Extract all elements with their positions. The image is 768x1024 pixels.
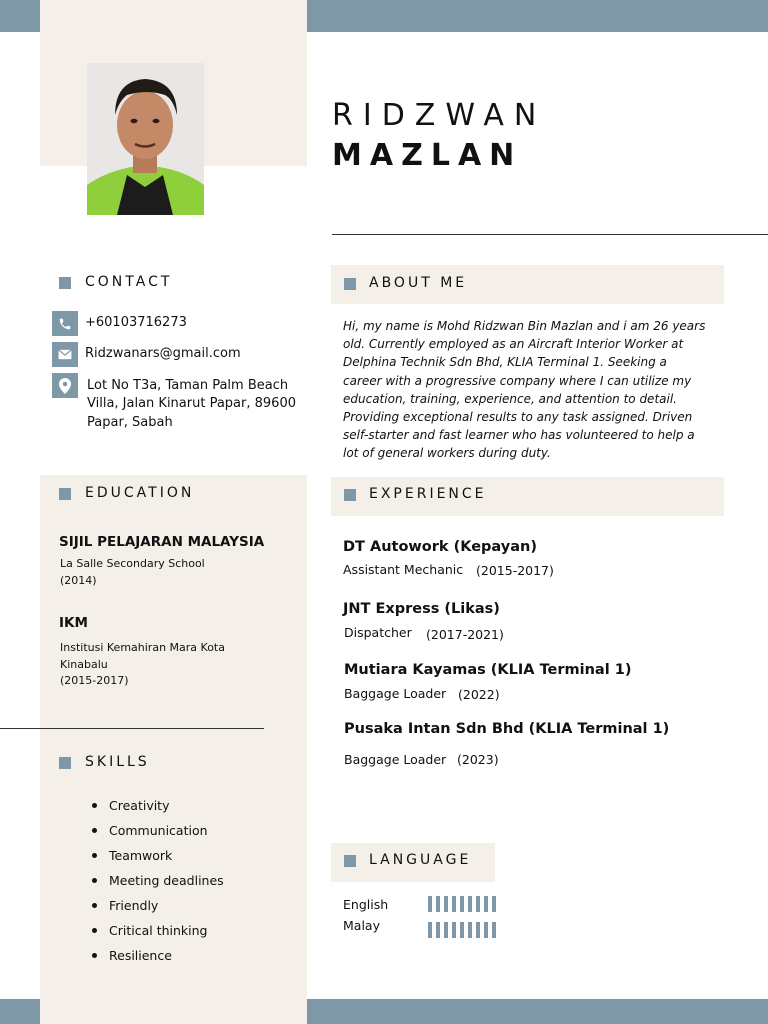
- education-year: (2015-2017): [60, 674, 129, 687]
- education-title: SIJIL PELAJARAN MALAYSIA: [59, 534, 265, 550]
- experience-role: Baggage Loader: [344, 752, 447, 767]
- education-divider: [0, 728, 264, 729]
- language-heading: LANGUAGE: [369, 852, 472, 868]
- language-level-meter: [428, 922, 496, 938]
- about-heading: ABOUT ME: [369, 275, 468, 291]
- language-level-bar: [444, 922, 448, 938]
- experience-company: Pusaka Intan Sdn Bhd (KLIA Terminal 1): [344, 721, 670, 737]
- about-line: Hi, my name is Mohd Ridzwan Bin Mazlan and i am 26 years: [343, 319, 706, 333]
- skill-item: Resilience: [91, 946, 224, 971]
- language-level-bar: [468, 896, 472, 912]
- phone-icon: [52, 311, 78, 336]
- language-name: English: [343, 897, 389, 912]
- skill-item: Communication: [91, 821, 224, 846]
- address-line: Lot No T3a, Taman Palm Beach: [87, 378, 289, 393]
- about-line: self-starter and fast learner who has volunteered to help a: [343, 428, 695, 443]
- language-level-bar: [468, 922, 472, 938]
- experience-role: Dispatcher: [344, 625, 412, 640]
- about-line: education, training, experience, and attention to detail.: [343, 391, 677, 406]
- education-details: [60, 640, 225, 690]
- experience-period: (2015-2017): [476, 563, 554, 578]
- language-level-bar: [452, 896, 456, 912]
- education-title: IKM: [59, 615, 88, 631]
- language-level-bar: [436, 896, 440, 912]
- address-line: Papar, Sabah: [87, 414, 173, 430]
- language-level-bar: [476, 896, 480, 912]
- language-level-bar: [436, 922, 440, 938]
- language-level-bar: [460, 922, 464, 938]
- experience-period: (2017-2021): [426, 627, 504, 642]
- about-text: [343, 317, 723, 463]
- education-school: Institusi Kemahiran Mara Kota: [60, 641, 225, 654]
- skills-list: [91, 796, 224, 971]
- language-level-bar: [484, 922, 488, 938]
- mail-icon: [52, 342, 78, 367]
- experience-period: (2023): [457, 752, 499, 767]
- about-line: lot of general workers during duty.: [343, 446, 551, 461]
- language-level-meter: [428, 896, 496, 912]
- skill-item: Meeting deadlines: [91, 871, 224, 896]
- language-level-bar: [460, 896, 464, 912]
- experience-company: Mutiara Kayamas (KLIA Terminal 1): [344, 662, 632, 678]
- experience-role: Assistant Mechanic: [343, 562, 464, 577]
- language-level-bar: [428, 922, 432, 938]
- contact-marker: [59, 277, 71, 289]
- skill-item: Critical thinking: [91, 921, 224, 946]
- contact-address: [87, 377, 296, 432]
- language-level-bar: [444, 896, 448, 912]
- education-school: Kinabalu: [60, 657, 108, 671]
- education-details: [60, 556, 205, 589]
- experience-period: (2022): [458, 687, 500, 702]
- location-pin-icon: [52, 373, 78, 398]
- first-name: RIDZWAN: [332, 98, 547, 133]
- language-name: Malay: [343, 918, 380, 933]
- language-level-bar: [492, 896, 496, 912]
- experience-company: JNT Express (Likas): [343, 601, 500, 617]
- experience-role: Baggage Loader: [344, 686, 447, 701]
- experience-company: DT Autowork (Kepayan): [343, 539, 537, 555]
- about-marker: [344, 278, 356, 290]
- contact-phone[interactable]: +60103716273: [85, 315, 187, 330]
- address-line: Villa, Jalan Kinarut Papar, 89600: [87, 396, 296, 412]
- about-line: Delphina Technik Sdn Bhd, KLIA Terminal 1. Seeking a: [343, 355, 667, 370]
- language-level-bar: [428, 896, 432, 912]
- contact-heading: CONTACT: [85, 274, 173, 290]
- education-marker: [59, 488, 71, 500]
- last-name: MAZLAN: [332, 138, 523, 173]
- about-line: old. Currently employed as an Aircraft Interior Worker at: [343, 337, 684, 352]
- language-marker: [344, 855, 356, 867]
- language-level-bar: [476, 922, 480, 938]
- language-level-bar: [452, 922, 456, 938]
- language-level-bar: [492, 922, 496, 938]
- experience-heading: EXPERIENCE: [369, 486, 487, 502]
- education-heading: EDUCATION: [85, 485, 195, 501]
- skills-heading: SKILLS: [85, 754, 150, 770]
- about-line: Providing exceptional results to any task assigned. Driven: [343, 410, 693, 425]
- skill-item: Friendly: [91, 896, 224, 921]
- education-year: (2014): [60, 573, 97, 587]
- header-divider: [332, 234, 768, 235]
- education-school: La Salle Secondary School: [60, 557, 205, 570]
- about-line: career with a progressive company where I can utilize my: [343, 373, 692, 388]
- contact-email[interactable]: Ridzwanars@gmail.com: [85, 346, 241, 361]
- profile-photo: [87, 63, 204, 215]
- skills-marker: [59, 757, 71, 769]
- experience-marker: [344, 489, 356, 501]
- skill-item: Creativity: [91, 796, 224, 821]
- skill-item: Teamwork: [91, 846, 224, 871]
- language-level-bar: [484, 896, 488, 912]
